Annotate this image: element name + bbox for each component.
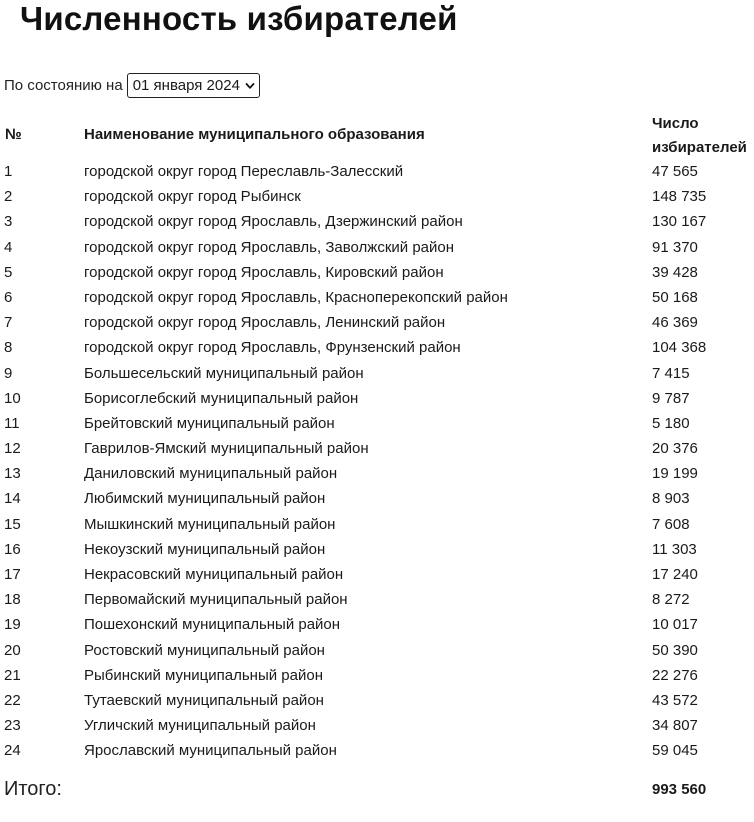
total-value: 993 560 [652, 781, 707, 798]
row-voter-count: 11 303 [652, 540, 697, 558]
row-number: 21 [4, 666, 21, 684]
table-row [0, 336, 754, 361]
table-body [0, 160, 754, 765]
row-number: 10 [4, 389, 21, 407]
row-municipality-name: Борисоглебский муниципальный район [84, 389, 359, 407]
row-municipality-name: Брейтовский муниципальный район [84, 414, 335, 432]
row-municipality-name: Тутаевский муниципальный район [84, 691, 324, 709]
table-row [0, 462, 754, 487]
row-voter-count: 104 368 [652, 339, 707, 357]
row-voter-count: 22 276 [652, 666, 698, 684]
row-number: 12 [4, 440, 21, 458]
date-filter [4, 73, 260, 98]
row-voter-count: 47 565 [652, 163, 698, 180]
table-row [0, 664, 754, 689]
row-number: 9 [4, 364, 13, 382]
header-number: № [5, 126, 22, 143]
table-row [0, 563, 754, 588]
header-voter-count: Число избирателей [652, 115, 747, 156]
row-number: 8 [4, 339, 13, 357]
row-municipality-name: Ярославский муниципальный район [84, 742, 337, 760]
row-voter-count: 43 572 [652, 691, 698, 709]
row-voter-count: 8 272 [652, 591, 690, 609]
row-municipality-name: Первомайский муниципальный район [84, 591, 348, 609]
row-number: 17 [4, 566, 21, 583]
row-voter-count: 17 240 [652, 566, 698, 583]
row-number: 3 [4, 213, 13, 231]
row-municipality-name: городской округ город Ярославль, Кировский район [84, 263, 444, 281]
table-row [0, 613, 754, 638]
table-row [0, 437, 754, 462]
row-voter-count: 50 390 [652, 641, 698, 659]
table-row [0, 311, 754, 336]
table-header [0, 112, 754, 162]
table-row [0, 689, 754, 714]
row-number: 1 [4, 163, 13, 180]
row-municipality-name: городской округ город Ярославль, Красноперекопский район [84, 288, 508, 306]
table-row [0, 714, 754, 739]
row-number: 5 [4, 263, 13, 281]
row-number: 6 [4, 288, 13, 306]
row-municipality-name: Рыбинский муниципальный район [84, 666, 323, 684]
row-municipality-name: Некоузский муниципальный район [84, 540, 326, 558]
row-number: 14 [4, 490, 21, 508]
row-municipality-name: Даниловский муниципальный район [84, 465, 338, 483]
row-voter-count: 50 168 [652, 288, 698, 306]
table-row [0, 739, 754, 764]
row-voter-count: 130 167 [652, 213, 707, 231]
table-row [0, 160, 754, 185]
row-municipality-name: городской округ город Ярославль, Дзержинский район [84, 213, 463, 231]
row-voter-count: 148 735 [652, 188, 707, 206]
table-row [0, 185, 754, 210]
row-voter-count: 10 017 [652, 616, 698, 634]
date-filter-label: По состоянию на [4, 77, 123, 94]
row-municipality-name: Гаврилов-Ямский муниципальный район [84, 440, 369, 458]
date-select-value: 01 января 2024 [132, 77, 240, 94]
row-voter-count: 39 428 [652, 263, 698, 281]
row-number: 22 [4, 691, 21, 709]
table-row [0, 210, 754, 235]
row-number: 24 [4, 742, 21, 760]
row-voter-count: 20 376 [652, 440, 698, 458]
row-number: 7 [4, 314, 13, 332]
row-number: 15 [4, 515, 21, 533]
chevron-down-icon [245, 81, 255, 91]
row-municipality-name: Мышкинский муниципальный район [84, 515, 336, 533]
row-number: 4 [4, 238, 13, 256]
table-row [0, 236, 754, 261]
row-number: 2 [4, 188, 13, 206]
page-title: Численность избирателей [20, 0, 458, 37]
table-row [0, 362, 754, 387]
row-voter-count: 7 415 [652, 364, 690, 382]
row-municipality-name: городской округ город Ярославль, Заволжский район [84, 238, 455, 256]
row-voter-count: 8 903 [652, 490, 690, 508]
row-number: 13 [4, 465, 21, 483]
row-voter-count: 7 608 [652, 515, 690, 533]
row-municipality-name: Пошехонский муниципальный район [84, 616, 341, 634]
row-municipality-name: городской округ город Ярославль, Ленинский район [84, 314, 446, 332]
row-voter-count: 34 807 [652, 717, 698, 735]
table-row [0, 487, 754, 512]
row-number: 19 [4, 616, 21, 634]
row-voter-count: 5 180 [652, 414, 690, 432]
row-municipality-name: городской округ город Ярославль, Фрунзенский район [84, 339, 461, 357]
header-name: Наименование муниципального образования [84, 126, 425, 143]
row-municipality-name: городской округ город Рыбинск [84, 188, 301, 206]
row-number: 23 [4, 717, 21, 735]
table-row [0, 513, 754, 538]
table-row [0, 538, 754, 563]
row-municipality-name: Большесельский муниципальный район [84, 364, 364, 382]
row-voter-count: 9 787 [652, 389, 690, 407]
row-municipality-name: Некрасовский муниципальный район [84, 566, 344, 583]
table-row [0, 261, 754, 286]
table-row [0, 412, 754, 437]
row-voter-count: 19 199 [652, 465, 698, 483]
row-number: 11 [4, 414, 20, 432]
row-number: 18 [4, 591, 21, 609]
row-municipality-name: Ростовский муниципальный район [84, 641, 325, 659]
table-row [0, 286, 754, 311]
table-row [0, 387, 754, 412]
total-label: Итого: [4, 778, 62, 800]
row-number: 16 [4, 540, 21, 558]
row-municipality-name: Любимский муниципальный район [84, 490, 326, 508]
row-voter-count: 91 370 [652, 238, 698, 256]
date-select[interactable] [127, 73, 260, 98]
row-voter-count: 46 369 [652, 314, 698, 332]
row-number: 20 [4, 641, 21, 659]
table-row [0, 588, 754, 613]
row-municipality-name: Угличский муниципальный район [84, 717, 316, 735]
row-municipality-name: городской округ город Переславль-Залесский [84, 163, 404, 180]
table-row [0, 639, 754, 664]
row-voter-count: 59 045 [652, 742, 698, 760]
